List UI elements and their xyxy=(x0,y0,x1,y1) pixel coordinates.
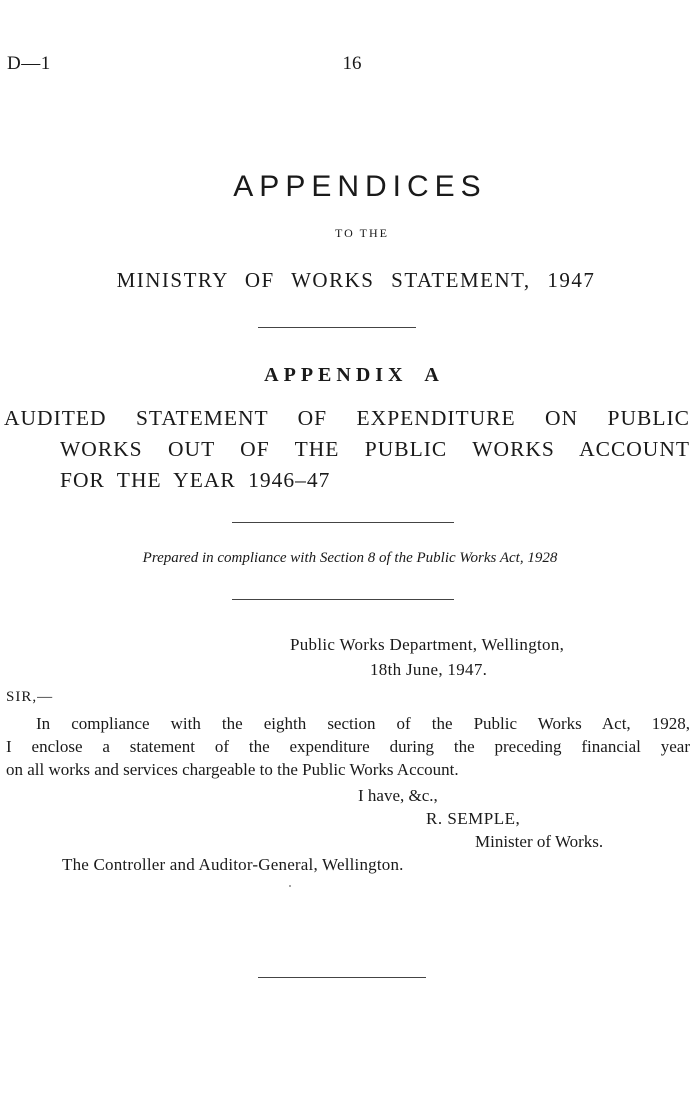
main-title: APPENDICES xyxy=(233,170,487,203)
divider xyxy=(258,327,416,328)
addressee: The Controller and Auditor-General, Wellington. xyxy=(62,855,404,874)
divider xyxy=(232,522,454,523)
letter-body-line: In compliance with the eighth section of the Public Works Act, 1928, xyxy=(36,714,690,733)
signatory-title: Minister of Works. xyxy=(475,832,604,851)
divider xyxy=(232,599,454,600)
document-reference: D—1 xyxy=(7,53,51,74)
signatory-name: R. SEMPLE, xyxy=(426,809,521,828)
letter-date: 18th June, 1947. xyxy=(370,660,488,679)
compliance-note: Prepared in compliance with Section 8 of the Public Works Act, 1928 xyxy=(142,550,558,566)
salutation: SIR,— xyxy=(6,689,54,705)
letter-body-line: on all works and services chargeable to the Public Works Account. xyxy=(6,760,459,779)
letter-body-line: I enclose a statement of the expenditure during the preceding financial year xyxy=(6,737,690,756)
closing: I have, &c., xyxy=(358,786,438,805)
statement-heading-line-1: AUDITED STATEMENT OF EXPENDITURE ON PUBLIC xyxy=(4,406,690,430)
divider xyxy=(258,977,426,978)
title-connector: TO THE xyxy=(335,226,389,240)
subject-title: MINISTRY OF WORKS STATEMENT, 1947 xyxy=(116,268,596,292)
statement-heading-line-3: FOR THE YEAR 1946–47 xyxy=(60,468,331,492)
sender-address: Public Works Department, Wellington, xyxy=(290,635,565,654)
stray-mark xyxy=(289,885,291,887)
statement-heading-line-2: WORKS OUT OF THE PUBLIC WORKS ACCOUNT xyxy=(60,437,690,461)
page-number: 16 xyxy=(342,53,362,74)
appendix-label: APPENDIX A xyxy=(264,364,444,386)
